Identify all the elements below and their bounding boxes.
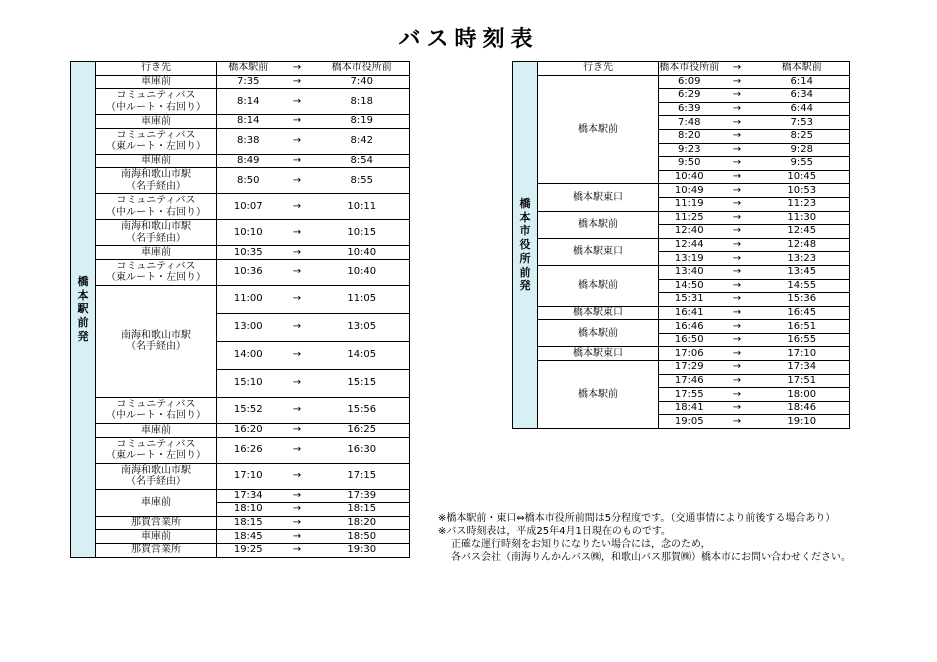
origin-label: 橋 本 市 役 所 前 発 (513, 62, 538, 429)
destination-cell: コミュニティバス （東ルート・左回り） (96, 437, 217, 463)
table-row (71, 89, 410, 115)
arrow-glyph: → (720, 170, 755, 184)
departure-time: 16:26 (217, 437, 280, 463)
arrival-time: 6:14 (755, 75, 850, 89)
table-row (513, 211, 850, 225)
arrow-glyph: → (280, 89, 315, 115)
departure-time: 10:49 (659, 184, 720, 198)
table-row (71, 543, 410, 557)
destination-cell: コミュニティバス （東ルート・左回り） (96, 128, 217, 154)
arrival-time: 8:54 (315, 154, 410, 168)
column-header-destination: 行き先 (96, 62, 217, 76)
table-row (71, 115, 410, 129)
destination-cell: 那賀営業所 (96, 543, 217, 557)
header-row (71, 62, 410, 76)
arrow-glyph: → (280, 423, 315, 437)
arrival-time: 17:15 (315, 463, 410, 489)
departure-time: 17:29 (659, 361, 720, 375)
arrival-time: 8:25 (755, 129, 850, 143)
arrow-glyph: → (280, 543, 315, 557)
arrow-glyph: → (720, 333, 755, 347)
arrival-time: 8:18 (315, 89, 410, 115)
departure-time: 11:25 (659, 211, 720, 225)
arrow-glyph: → (720, 347, 755, 361)
departure-time: 7:35 (217, 75, 280, 89)
arrow-glyph: → (280, 463, 315, 489)
origin-label: 橋 本 駅 前 発 (71, 62, 96, 558)
arrival-time: 6:44 (755, 102, 850, 116)
arrival-time: 11:23 (755, 197, 850, 211)
table-row (513, 75, 850, 89)
arrival-time: 15:15 (315, 369, 410, 397)
arrow-glyph: → (720, 415, 755, 429)
arrow-glyph: → (280, 75, 315, 89)
departure-time: 7:48 (659, 116, 720, 130)
departure-time: 16:41 (659, 306, 720, 320)
departure-time: 6:29 (659, 89, 720, 103)
arrow-glyph: → (280, 246, 315, 260)
departure-time: 13:19 (659, 252, 720, 266)
departure-time: 10:40 (659, 170, 720, 184)
table-row (71, 168, 410, 194)
arrival-time: 8:19 (315, 115, 410, 129)
destination-cell: コミュニティバス （東ルート・左回り） (96, 259, 217, 285)
table-row (71, 423, 410, 437)
arrival-time: 16:30 (315, 437, 410, 463)
arrival-time: 9:55 (755, 157, 850, 171)
arrow-glyph: → (720, 143, 755, 157)
timetable-from-city-hall (512, 61, 850, 429)
table-row (513, 238, 850, 252)
departure-time: 16:20 (217, 423, 280, 437)
destination-cell: 車庫前 (96, 154, 217, 168)
arrow-glyph: → (280, 341, 315, 369)
arrival-time: 15:56 (315, 397, 410, 423)
arrival-time: 10:40 (315, 246, 410, 260)
departure-time: 11:00 (217, 285, 280, 313)
arrival-time: 18:00 (755, 388, 850, 402)
arrival-time: 19:10 (755, 415, 850, 429)
arrival-time: 10:53 (755, 184, 850, 198)
arrow-glyph: → (720, 157, 755, 171)
departure-time: 8:14 (217, 115, 280, 129)
arrival-time: 10:11 (315, 194, 410, 220)
arrow-glyph: → (280, 369, 315, 397)
destination-cell: 南海和歌山市駅 （名手経由） (96, 168, 217, 194)
arrow-glyph: → (720, 279, 755, 293)
arrow-glyph: → (280, 285, 315, 313)
destination-cell: 橋本駅前 (538, 361, 659, 429)
arrival-time: 12:45 (755, 225, 850, 239)
arrival-time: 10:15 (315, 220, 410, 246)
arrow-glyph: → (280, 397, 315, 423)
table-row (71, 285, 410, 313)
arrow-glyph: → (720, 306, 755, 320)
table-row (513, 265, 850, 279)
table-row (71, 154, 410, 168)
destination-cell: 車庫前 (96, 489, 217, 516)
arrow-glyph: → (720, 116, 755, 130)
note-line: ※バス時刻表は，平成25年4月1日現在のものです。 (438, 526, 672, 537)
arrow-glyph: → (280, 259, 315, 285)
arrival-time: 16:45 (755, 306, 850, 320)
destination-cell: 車庫前 (96, 75, 217, 89)
departure-time: 10:10 (217, 220, 280, 246)
destination-cell: 南海和歌山市駅 （名手経由） (96, 220, 217, 246)
destination-cell: 那賀営業所 (96, 516, 217, 530)
note-line: 各バス会社（南海りんかんバス㈱，和歌山バス那賀㈱）橋本市にお問い合わせください。 (451, 552, 851, 563)
arrow-glyph: → (720, 401, 755, 415)
table-row (71, 463, 410, 489)
arrow-glyph: → (720, 211, 755, 225)
arrow-glyph: → (280, 154, 315, 168)
departure-time: 17:06 (659, 347, 720, 361)
timetable-from-hashimoto-station (70, 61, 410, 558)
arrow-glyph: → (720, 89, 755, 103)
column-header-arrow: → (280, 62, 315, 76)
arrow-glyph: → (280, 313, 315, 341)
destination-cell: 橋本駅前 (538, 211, 659, 238)
destination-cell: コミュニティバス （中ルート・右回り） (96, 194, 217, 220)
arrival-time: 8:55 (315, 168, 410, 194)
arrow-glyph: → (280, 220, 315, 246)
departure-time: 18:10 (217, 503, 280, 517)
column-header-departure-stop: 橋本駅前 (217, 62, 280, 76)
arrival-time: 18:46 (755, 401, 850, 415)
table-row (71, 437, 410, 463)
departure-time: 18:15 (217, 516, 280, 530)
arrival-time: 11:30 (755, 211, 850, 225)
arrival-time: 17:34 (755, 361, 850, 375)
departure-time: 8:14 (217, 89, 280, 115)
page-title: バス時刻表 (398, 27, 539, 52)
column-header-arrow: → (720, 62, 755, 76)
destination-cell: 橋本駅東口 (538, 347, 659, 361)
departure-time: 13:00 (217, 313, 280, 341)
arrow-glyph: → (720, 265, 755, 279)
departure-time: 11:19 (659, 197, 720, 211)
departure-time: 8:50 (217, 168, 280, 194)
arrow-glyph: → (720, 129, 755, 143)
arrow-glyph: → (720, 75, 755, 89)
table-row (71, 516, 410, 530)
destination-cell: 車庫前 (96, 246, 217, 260)
departure-time: 10:07 (217, 194, 280, 220)
destination-cell: 橋本駅前 (538, 320, 659, 347)
destination-cell: 車庫前 (96, 115, 217, 129)
destination-cell: 車庫前 (96, 423, 217, 437)
arrival-time: 17:51 (755, 374, 850, 388)
destination-cell: 橋本駅東口 (538, 238, 659, 265)
departure-time: 8:49 (217, 154, 280, 168)
arrival-time: 7:53 (755, 116, 850, 130)
arrow-glyph: → (280, 115, 315, 129)
destination-cell: 南海和歌山市駅 （名手経由） (96, 285, 217, 397)
table-row (513, 320, 850, 334)
arrival-time: 16:51 (755, 320, 850, 334)
departure-time: 14:50 (659, 279, 720, 293)
column-header-destination: 行き先 (538, 62, 659, 76)
destination-cell: 車庫前 (96, 530, 217, 544)
destination-cell: 南海和歌山市駅 （名手経由） (96, 463, 217, 489)
arrow-glyph: → (280, 168, 315, 194)
departure-time: 15:31 (659, 293, 720, 307)
arrow-glyph: → (280, 194, 315, 220)
column-header-arrival-stop: 橋本駅前 (755, 62, 850, 76)
arrow-glyph: → (720, 361, 755, 375)
table-row (71, 75, 410, 89)
table-row (513, 347, 850, 361)
departure-time: 12:44 (659, 238, 720, 252)
departure-time: 19:25 (217, 543, 280, 557)
arrow-glyph: → (280, 503, 315, 517)
table-row (513, 361, 850, 375)
departure-time: 16:50 (659, 333, 720, 347)
arrow-glyph: → (720, 184, 755, 198)
column-header-departure-stop: 橋本市役所前 (659, 62, 720, 74)
departure-time: 15:52 (217, 397, 280, 423)
departure-time: 6:39 (659, 102, 720, 116)
departure-time: 13:40 (659, 265, 720, 279)
arrival-time: 7:40 (315, 75, 410, 89)
arrival-time: 14:05 (315, 341, 410, 369)
departure-time: 18:45 (217, 530, 280, 544)
arrow-glyph: → (720, 293, 755, 307)
departure-time: 16:46 (659, 320, 720, 334)
note-line: 正確な運行時刻をお知りになりたい場合には，念のため， (451, 539, 711, 550)
arrival-time: 12:48 (755, 238, 850, 252)
destination-cell: 橋本駅前 (538, 75, 659, 184)
arrow-glyph: → (720, 225, 755, 239)
destination-cell: 橋本駅東口 (538, 184, 659, 211)
arrow-glyph: → (720, 388, 755, 402)
arrival-time: 16:55 (755, 333, 850, 347)
arrival-time: 18:50 (315, 530, 410, 544)
arrival-time: 13:45 (755, 265, 850, 279)
arrow-glyph: → (720, 374, 755, 388)
departure-time: 10:35 (217, 246, 280, 260)
table-row (71, 220, 410, 246)
arrow-glyph: → (720, 197, 755, 211)
arrival-time: 10:40 (315, 259, 410, 285)
departure-time: 12:40 (659, 225, 720, 239)
arrow-glyph: → (720, 238, 755, 252)
departure-time: 8:38 (217, 128, 280, 154)
destination-cell: 橋本駅前 (538, 265, 659, 306)
departure-time: 8:20 (659, 129, 720, 143)
arrow-glyph: → (720, 320, 755, 334)
arrival-time: 18:20 (315, 516, 410, 530)
arrival-time: 11:05 (315, 285, 410, 313)
note-line: ※橋本駅前・東口⇔橋本市役所前間は5分程度です。（交通事情により前後する場合あり） (438, 513, 836, 524)
departure-time: 17:46 (659, 374, 720, 388)
arrow-glyph: → (280, 437, 315, 463)
arrival-time: 16:25 (315, 423, 410, 437)
departure-time: 14:00 (217, 341, 280, 369)
departure-time: 9:50 (659, 157, 720, 171)
departure-time: 19:05 (659, 415, 720, 429)
arrow-glyph: → (720, 102, 755, 116)
destination-cell: 橋本駅東口 (538, 306, 659, 320)
arrival-time: 10:45 (755, 170, 850, 184)
table-row (71, 489, 410, 503)
departure-time: 17:34 (217, 489, 280, 503)
table-row (71, 259, 410, 285)
destination-cell: コミュニティバス （中ルート・右回り） (96, 89, 217, 115)
arrow-glyph: → (280, 128, 315, 154)
departure-time: 17:10 (217, 463, 280, 489)
arrival-time: 15:36 (755, 293, 850, 307)
column-header-arrival-stop: 橋本市役所前 (315, 62, 410, 76)
table-row (71, 128, 410, 154)
table-row (513, 306, 850, 320)
arrival-time: 17:39 (315, 489, 410, 503)
header-row (513, 62, 850, 76)
arrival-time: 19:30 (315, 543, 410, 557)
arrow-glyph: → (280, 516, 315, 530)
table-row (71, 397, 410, 423)
departure-time: 10:36 (217, 259, 280, 285)
arrival-time: 17:10 (755, 347, 850, 361)
arrival-time: 18:15 (315, 503, 410, 517)
departure-time: 15:10 (217, 369, 280, 397)
notes (438, 512, 851, 564)
arrow-glyph: → (280, 489, 315, 503)
table-row (71, 246, 410, 260)
arrival-time: 6:34 (755, 89, 850, 103)
departure-time: 18:41 (659, 401, 720, 415)
arrow-glyph: → (720, 252, 755, 266)
arrival-time: 9:28 (755, 143, 850, 157)
arrow-glyph: → (280, 530, 315, 544)
table-row (71, 194, 410, 220)
arrival-time: 8:42 (315, 128, 410, 154)
departure-time: 6:09 (659, 75, 720, 89)
destination-cell: コミュニティバス （中ルート・右回り） (96, 397, 217, 423)
arrival-time: 13:05 (315, 313, 410, 341)
arrival-time: 14:55 (755, 279, 850, 293)
table-row (71, 530, 410, 544)
departure-time: 9:23 (659, 143, 720, 157)
table-row (513, 184, 850, 198)
arrival-time: 13:23 (755, 252, 850, 266)
departure-time: 17:55 (659, 388, 720, 402)
